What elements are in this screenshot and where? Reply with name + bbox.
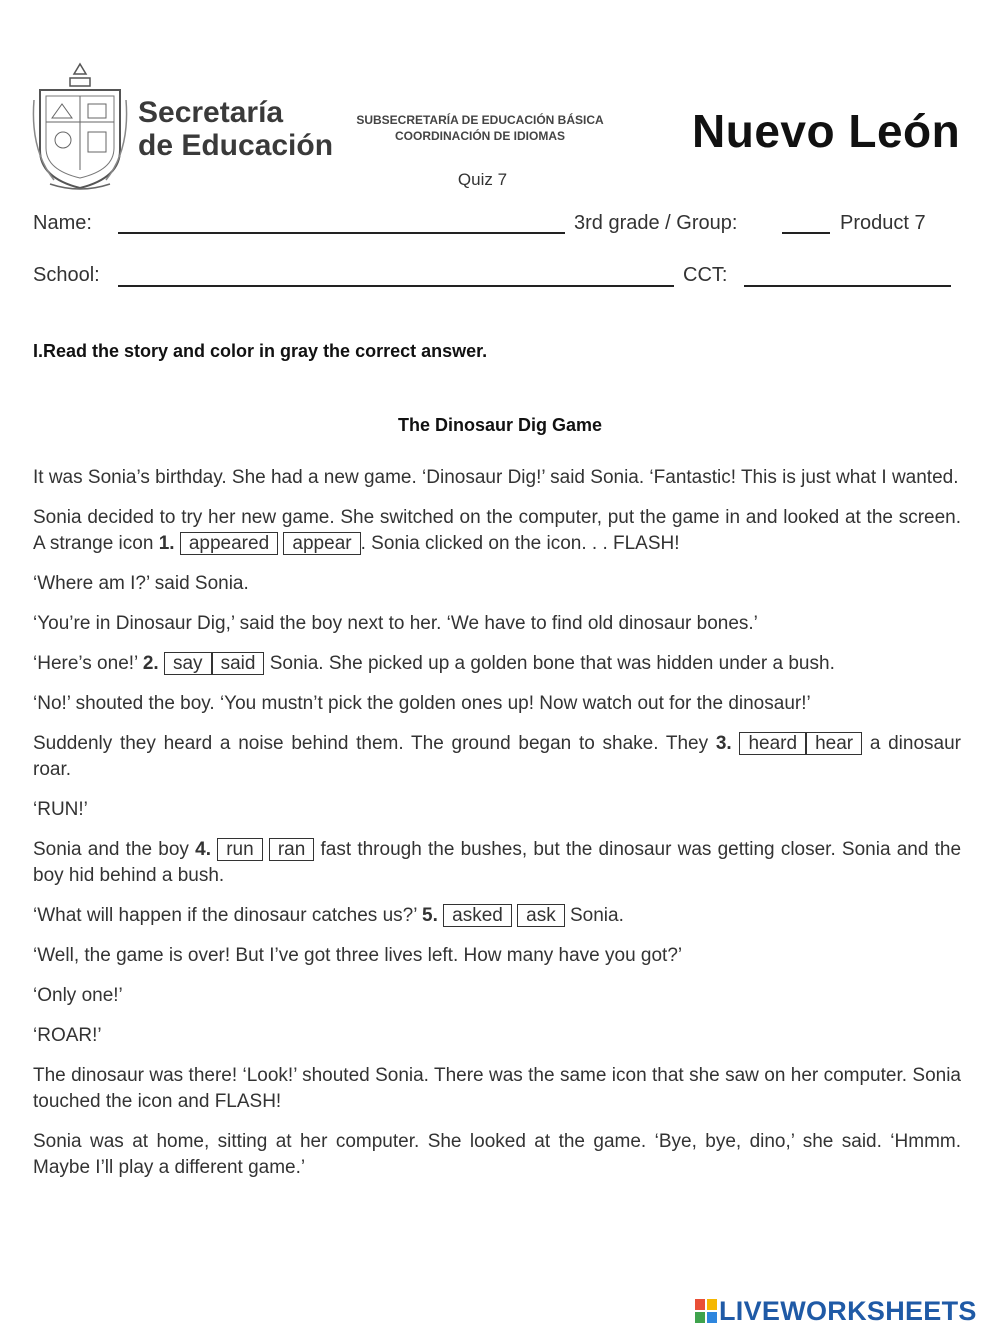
paragraph-7-text-a: Suddenly they heard a noise behind them. The ground began to shake. They bbox=[33, 733, 716, 754]
secretaria-line-2: de Educación bbox=[138, 129, 334, 162]
product-label: Product 7 bbox=[840, 212, 926, 234]
question-1-number: 1. bbox=[158, 533, 175, 554]
grade-group-label: 3rd grade / Group: bbox=[574, 212, 738, 234]
paragraph-5-text-b: Sonia. She picked up a golden bone that was hidden under a bush. bbox=[264, 653, 835, 674]
paragraph-4: ‘You’re in Dinosaur Dig,’ said the boy next to her. ‘We have to find old dinosaur bones.’ bbox=[33, 613, 758, 634]
paragraph-10-text-b: Sonia. bbox=[564, 905, 624, 926]
paragraph-7 bbox=[33, 731, 961, 783]
name-field[interactable] bbox=[118, 232, 565, 234]
liveworksheets-blocks-icon bbox=[695, 1299, 717, 1323]
paragraph-9 bbox=[33, 837, 961, 889]
question-1-option-appeared[interactable]: appeared bbox=[180, 532, 278, 555]
subsecretaria-line-2: COORDINACIÓN DE IDIOMAS bbox=[394, 129, 565, 143]
paragraph-11: ‘Well, the game is over! But I’ve got three lives left. How many have you got?’ bbox=[33, 945, 683, 966]
paragraph-1: It was Sonia’s birthday. She had a new game. ‘Dinosaur Dig!’ said Sonia. ‘Fantastic! This is just what I wanted. bbox=[33, 467, 959, 488]
question-5-option-asked[interactable]: asked bbox=[443, 904, 512, 927]
liveworksheets-brand-text: LIVEWORKSHEETS bbox=[719, 1296, 977, 1326]
quiz-title: Quiz 7 bbox=[457, 170, 508, 189]
nuevo-leon-crest-icon bbox=[30, 60, 130, 195]
paragraph-2-text-a: Sonia decided to try her new game. She switched on the computer, put the game in and looked at the screen. A strange icon bbox=[33, 507, 961, 554]
cct-label: CCT: bbox=[683, 264, 728, 286]
subsecretaria-text bbox=[345, 112, 615, 144]
paragraph-14: The dinosaur was there! ‘Look!’ shouted Sonia. There was the same icon that she saw on her computer. Sonia touched the icon and FLASH! bbox=[33, 1065, 961, 1112]
paragraph-12: ‘Only one!’ bbox=[33, 985, 123, 1006]
question-4-option-run[interactable]: run bbox=[217, 838, 262, 861]
secretaria-line-1: Secretaría bbox=[138, 96, 284, 129]
paragraph-2-text-b: . Sonia clicked on the icon. . . FLASH! bbox=[360, 533, 680, 554]
question-3-option-hear[interactable]: hear bbox=[806, 732, 862, 755]
school-label: School: bbox=[33, 264, 100, 286]
liveworksheets-logo[interactable] bbox=[695, 1296, 977, 1327]
instruction: I.Read the story and color in gray the correct answer. bbox=[33, 341, 488, 361]
paragraph-7-text-b: a dinosaur roar. bbox=[33, 733, 961, 780]
paragraph-2 bbox=[33, 505, 961, 557]
paragraph-10-text-a: ‘What will happen if the dinosaur catches us?’ bbox=[33, 905, 423, 926]
paragraph-3: ‘Where am I?’ said Sonia. bbox=[33, 573, 249, 594]
story-body bbox=[33, 465, 961, 1195]
paragraph-10 bbox=[33, 903, 961, 929]
story-title: The Dinosaur Dig Game bbox=[397, 415, 603, 435]
paragraph-9-text-a: Sonia and the boy bbox=[33, 839, 196, 860]
name-label: Name: bbox=[33, 212, 92, 234]
question-2-number: 2. bbox=[142, 653, 159, 674]
cct-field[interactable] bbox=[744, 285, 951, 287]
question-2-option-said[interactable]: said bbox=[212, 652, 265, 675]
paragraph-5-text-a: ‘Here’s one!’ bbox=[33, 653, 143, 674]
question-4-option-ran[interactable]: ran bbox=[269, 838, 314, 861]
paragraph-15: Sonia was at home, sitting at her computer. She looked at the game. ‘Bye, bye, dino,’ she said. ‘Hmmm. Maybe I’ll play a different game.’ bbox=[33, 1131, 961, 1178]
school-field[interactable] bbox=[118, 285, 674, 287]
paragraph-13: ‘ROAR!’ bbox=[33, 1025, 102, 1046]
question-3-option-heard[interactable]: heard bbox=[739, 732, 806, 755]
question-3-number: 3. bbox=[715, 733, 732, 754]
paragraph-9-text-b: fast through the bushes, but the dinosaur was getting closer. Sonia and the boy hid behind a bush. bbox=[33, 839, 962, 886]
question-2-option-say[interactable]: say bbox=[164, 652, 212, 675]
paragraph-8: ‘RUN!’ bbox=[33, 799, 88, 820]
group-field[interactable] bbox=[782, 232, 830, 234]
question-5-option-ask[interactable]: ask bbox=[517, 904, 565, 927]
paragraph-5 bbox=[33, 651, 961, 677]
nuevo-leon-logo: Nuevo León bbox=[692, 105, 961, 157]
paragraph-6: ‘No!’ shouted the boy. ‘You mustn’t pick the golden ones up! Now watch out for the dinosaur!’ bbox=[33, 693, 811, 714]
question-5-number: 5. bbox=[422, 905, 438, 926]
subsecretaria-line-1: SUBSECRETARÍA DE EDUCACIÓN BÁSICA bbox=[356, 113, 604, 127]
question-1-option-appear[interactable]: appear bbox=[283, 532, 360, 555]
question-4-number: 4. bbox=[195, 839, 211, 860]
secretaria-logo-text bbox=[138, 96, 333, 162]
